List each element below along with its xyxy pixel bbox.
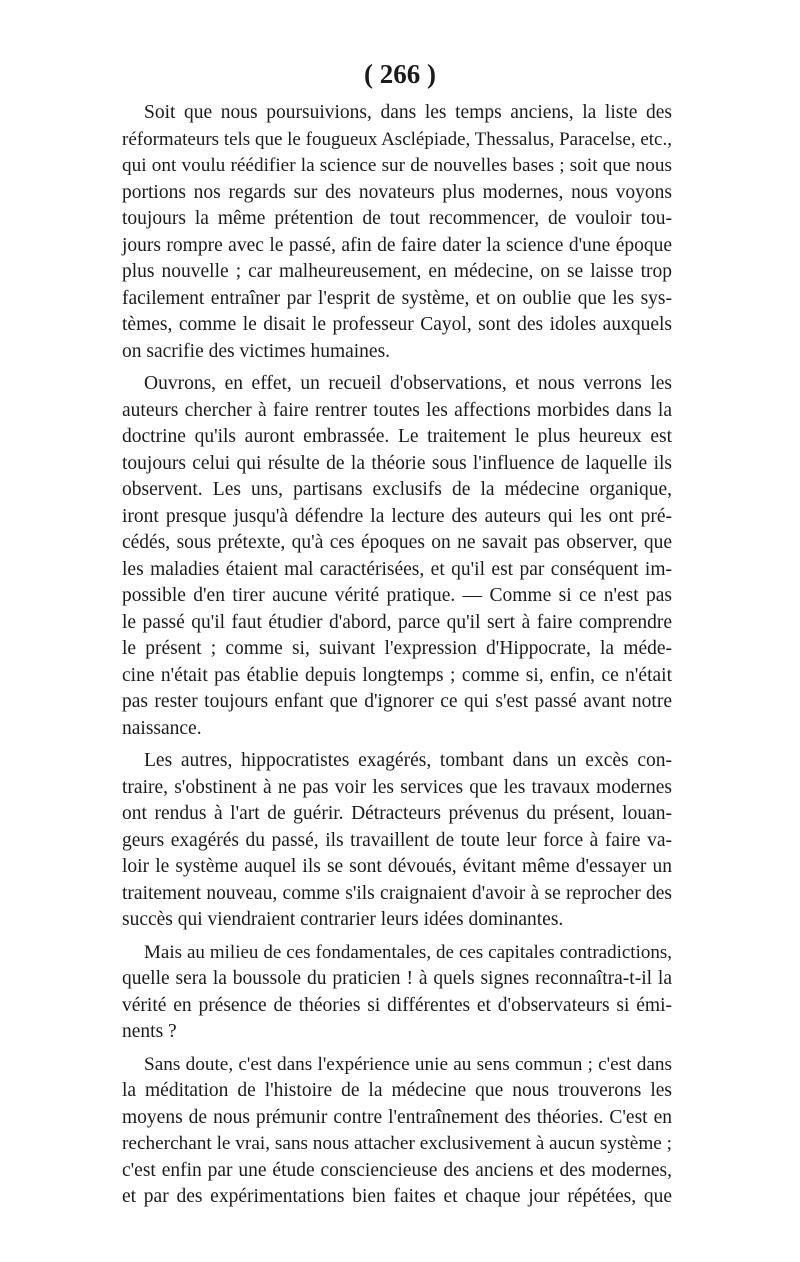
text-line: observent. Les uns, partisans exclusifs de la médecine organique, <box>122 479 672 500</box>
text-line: la méditation de l'histoire de la médecine que nous trouverons les <box>122 1080 672 1101</box>
text-line: naissance. <box>122 717 202 739</box>
text-line: les maladies étaient mal caractérisées, et qu'il est par conséquent im- <box>122 558 672 580</box>
paragraph <box>122 1052 672 1211</box>
text-line: iront presque jusqu'à défendre la lecture des auteurs qui les ont pré- <box>122 505 672 527</box>
text-line: tèmes, comme le disait le professeur Cayol, sont des idoles auxquels <box>122 314 672 335</box>
text-line: cine n'était pas établie depuis longtemps ; comme si, enfin, ce n'était <box>122 664 672 686</box>
text-line: portions nos regards sur des novateurs plus modernes, nous voyons <box>122 181 672 203</box>
text-line: traitement nouveau, comme s'ils craignaient d'avoir à se reprocher des <box>122 882 672 904</box>
text-line: ont rendus à l'art de guérir. Détracteurs prévenus du présent, louan- <box>122 803 672 824</box>
text-line: loir le système auquel ils se sont dévoués, évitant même d'essayer un <box>122 856 672 877</box>
text-line: nents ? <box>122 1021 177 1042</box>
text-line: succès qui viendraient contrarier leurs idées dominantes. <box>122 909 564 930</box>
text-line: toujours la même prétention de tout recommencer, de vouloir tou- <box>122 208 672 229</box>
text-line: possible d'en tirer aucune vérité pratique. — Comme si ce n'est pas <box>122 585 672 606</box>
text-line: pas rester toujours enfant que d'ignorer ce qui s'est passé avant notre <box>122 691 672 712</box>
text-line: moyens de nous prémunir contre l'entraînement des théories. C'est en <box>122 1106 672 1128</box>
text-line: Ouvrons, en effet, un recueil d'observations, et nous verrons les <box>144 373 672 394</box>
paragraph <box>122 940 672 1046</box>
text-line: on sacrifie des victimes humaines. <box>122 340 391 362</box>
text-line: recherchant le vrai, sans nous attacher exclusivement à aucun système ; <box>122 1133 673 1154</box>
text-line: plus nouvelle ; car malheureusement, en médecine, on se laisse trop <box>122 261 672 282</box>
text-line: le passé qu'il faut étudier d'abord, parce qu'il sert à faire comprendre <box>122 611 672 633</box>
text-line: réformateurs tels que le fougueux Asclépiade, Thessalus, Paracelse, etc., <box>122 128 672 150</box>
text-line: c'est enfin par une étude consciencieuse des anciens et des modernes, <box>122 1159 672 1181</box>
text-line: cédés, sous prétexte, qu'à ces époques on ne savait pas observer, que <box>122 532 672 553</box>
paragraph <box>122 100 672 365</box>
text-line: Mais au milieu de ces fondamentales, de ces capitales contradictions, <box>144 941 672 963</box>
text-line: toujours celui qui résulte de la théorie sous l'influence de laquelle ils <box>122 452 672 474</box>
page-number: ( 266 ) <box>364 59 436 89</box>
text-line: quelle sera la boussole du praticien ! à quels signes reconnaîtra-t-il la <box>122 968 672 989</box>
body-text <box>122 100 672 1217</box>
text-line: Soit que nous poursuivions, dans les temps anciens, la liste des <box>144 102 672 123</box>
text-line: qui ont voulu réédifier la science sur de nouvelles bases ; soit que nous <box>122 155 672 176</box>
text-line: geurs exagérés du passé, ils travaillent de toute leur force à faire va- <box>122 829 672 851</box>
text-line: vérité en présence de théories si différentes et d'observateurs si émi- <box>122 994 672 1016</box>
text-line: et par des expérimentations bien faites et chaque jour répétées, que <box>122 1186 672 1207</box>
text-line: Les autres, hippocratistes exagérés, tombant dans un excès con- <box>144 750 672 771</box>
text-line: Sans doute, c'est dans l'expérience unie au sens commun ; c'est dans <box>144 1053 672 1075</box>
text-line: facilement entraîner par l'esprit de système, et on oublie que les sys- <box>122 287 672 309</box>
text-line: jours rompre avec le passé, afin de faire dater la science d'une époque <box>122 234 672 256</box>
text-line: doctrine qu'ils auront embrassée. Le traitement le plus heureux est <box>122 426 672 447</box>
paragraph <box>122 371 672 742</box>
text-line: traire, s'obstinent à ne pas voir les services que les travaux modernes <box>122 776 672 798</box>
text-line: le présent ; comme si, suivant l'expression d'Hippocrate, la méde- <box>122 638 672 659</box>
paragraph <box>122 748 672 934</box>
text-line: auteurs chercher à faire rentrer toutes les affections morbides dans la <box>122 399 672 421</box>
